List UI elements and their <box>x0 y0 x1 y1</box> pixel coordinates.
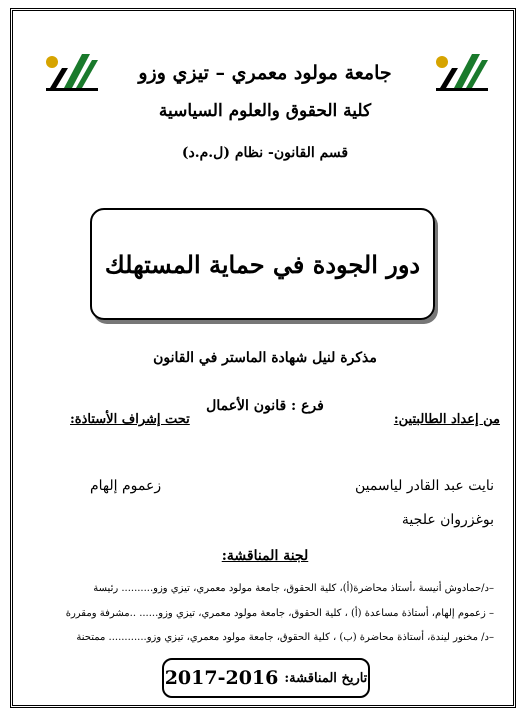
thesis-title: دور الجودة في حماية المستهلك <box>104 249 421 279</box>
student-name-2: بوغزروان علجية <box>401 512 494 528</box>
committee-member-2: – زعموم إلهام، أستاذة مساعدة (أ) ، كلية الحقوق، جامعة مولود معمري، تيزي وزو...... ..مشرفة ومقررة <box>65 608 494 619</box>
faculty-name: كلية الحقوق والعلوم السياسية <box>158 101 372 121</box>
committee-member-3: –د/ مخنور ليندة، أستاذة محاضرة (ب) ، كلية الحقوق، جامعة مولود معمري، تيزي وزو............ ممتحنة <box>76 632 494 643</box>
supervisor-name: زعموم إلهام <box>90 478 162 494</box>
thesis-title-box <box>90 208 435 320</box>
branch-name: فرع : قانون الأعمال <box>206 398 324 414</box>
defense-date-value: 2017-2016 <box>164 667 279 689</box>
students-label: من إعداد الطالبتين: <box>393 412 500 427</box>
committee-member-1: –د/حمادوش أنيسة ،أستاذ محاضرة(أ)، كلية الحقوق، جامعة مولود معمري، تيزي وزو.......... رئيسة <box>93 583 494 594</box>
supervisor-label: تحت إشراف الأستاذة: <box>70 412 190 427</box>
degree-memo: مذكرة لنيل شهادة الماستر في القانون <box>153 350 377 366</box>
university-name: جامعة مولود معمري – تيزي وزو <box>138 62 392 84</box>
student-name-1: نايت عبد القادر لياسمين <box>354 478 494 494</box>
department-name: قسم القانون- نظام (ل.م.د) <box>181 145 349 161</box>
defense-date-label: تاريخ المناقشة: <box>284 670 368 686</box>
defense-date-box <box>162 658 370 698</box>
committee-label: لجنة المناقشة: <box>221 548 309 564</box>
